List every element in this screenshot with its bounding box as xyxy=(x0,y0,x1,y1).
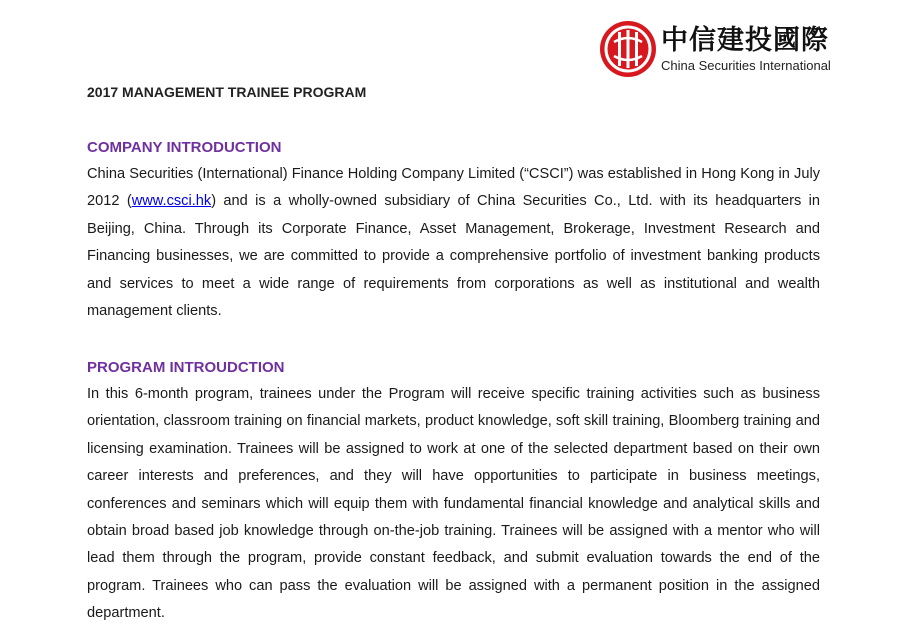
company-introduction-heading: COMPANY INTRODUCTION xyxy=(87,139,282,156)
logo-chinese-name: 中信建投國際 xyxy=(661,24,829,56)
company-logo xyxy=(599,20,831,78)
company-introduction-paragraph xyxy=(87,161,820,325)
program-introduction-paragraph: In this 6-month program, trainees under the Program will receive specific training activities such as business orientation, classroom training on financial markets, product knowledge, soft skill training, Bloomberg training and licensing examination. Trainees will be assigned to work at one of the selected department based on their own career interests and preferences, and they will have opportunities to participate in business meetings, conferences and seminars which will equip them with fundamental financial knowledge and analytical skills and obtain broad based job knowledge through on-the-job training. Trainees will be assigned with a mentor who will lead them through the program, provide constant feedback, and submit evaluation towards the end of the program. Trainees who can pass the evaluation will be assigned with a permanent position in the assigned department. xyxy=(87,386,820,622)
csci-website-link[interactable]: www.csci.hk xyxy=(131,193,212,210)
logo-wordmark xyxy=(661,25,831,74)
logo-english-name: China Securities International xyxy=(661,57,831,73)
company-intro-text-end: ) and is a wholly-owned subsidiary of China Securities Co., Ltd. with its headquarters in Beijing, China. Through its Corporate Finance, Asset Management, Brokerage, Investment Research and Financing businesses, we are committed to provide a comprehensive portfolio of investment banking products and services to meet a wide range of requirements from corporations as well as institutional and wealth management clients. xyxy=(87,193,820,320)
document-title: 2017 MANAGEMENT TRAINEE PROGRAM xyxy=(87,84,367,100)
program-introduction-heading: PROGRAM INTROUDCTION xyxy=(87,359,285,376)
csi-logo-emblem-icon xyxy=(599,20,657,78)
company-intro-text-start: China Securities (International) Finance Holding Company Limited (“CSCI”) was established in Hong Kong in July 2012 ( xyxy=(87,166,820,210)
